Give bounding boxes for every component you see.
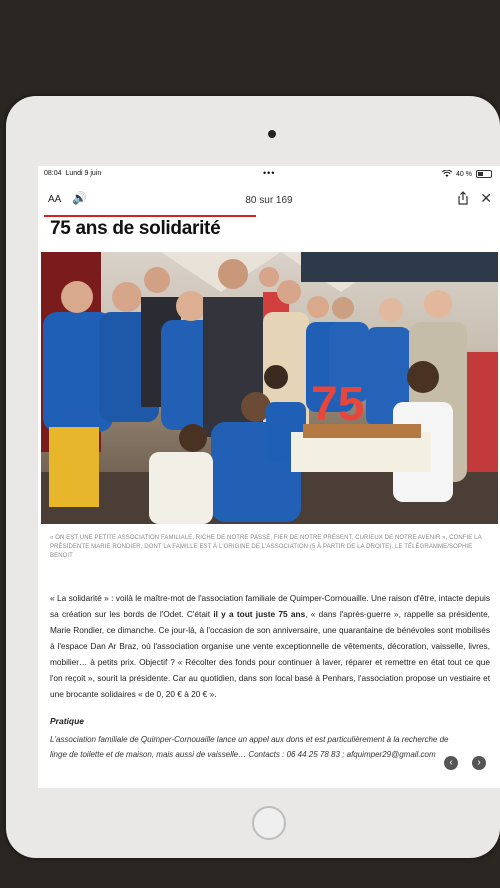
reader-toolbar xyxy=(38,182,500,214)
next-page-button[interactable]: › xyxy=(472,756,486,770)
home-button[interactable] xyxy=(252,806,286,840)
body-text-2: , « dans l'après-guerre », rappelle sa présidente, Marie Rondier, ce dimanche. Ce jour-là, à l'occasion de son anniversaire, une quarantaine de bénévoles sont mobilisés à l'espace Dan Ar Braz, où l'association organise une vente exceptionnelle de vêtements, décoration, vaisselle, livres, mobilier… à petits prix. Objectif ? « Récolter des fonds pour continuer à laver, réparer et remettre en état tout ce que l'on reçoit », sourit la présidente. Car au quotidien, dans son local basé à Penhars, l'association propose un vestiaire et une brocante solidaires « de 0, 20 € à 20 € ». xyxy=(50,609,490,699)
article-title: 75 ans de solidarité xyxy=(50,218,221,239)
wifi-icon xyxy=(442,170,452,178)
date: Lundi 9 juin xyxy=(65,170,102,177)
speaker-icon[interactable]: 🔊 xyxy=(72,191,87,205)
body-text-1: « La solidarité » : voilà le maître-mot de l'association familiale de Quimper-Cornouaille. Une raison d'être, intacte depuis sa création sur les bords de l'Odet. C'était xyxy=(50,593,490,619)
cake-number: 75 xyxy=(311,378,365,431)
battery-icon xyxy=(476,170,492,178)
article-body xyxy=(50,590,490,702)
share-icon[interactable] xyxy=(456,191,470,205)
close-icon[interactable]: ✕ xyxy=(480,190,492,206)
clock: 08:04 xyxy=(44,170,62,177)
font-size-button[interactable]: AA xyxy=(48,194,62,205)
page-counter: 80 sur 169 xyxy=(245,195,293,206)
group-photo-illustration xyxy=(41,252,498,524)
status-time xyxy=(44,170,101,177)
article-photo[interactable] xyxy=(41,252,498,524)
pratique-heading: Pratique xyxy=(50,716,85,726)
screen xyxy=(38,166,500,788)
status-right xyxy=(442,170,492,178)
body-bold: il y a tout juste 75 ans xyxy=(213,609,306,619)
multitask-dots[interactable]: ••• xyxy=(263,168,276,178)
battery-percent: 40 % xyxy=(456,170,472,178)
photo-caption: « ON EST UNE PETITE ASSOCIATION FAMILIALE, RICHE DE NOTRE PASSÉ, FIER DE NOTRE PRÉSENT, CURIEUX DE NOTRE AVENIR », CONFIE LA PRÉSIDENTE MARIE RONDIER, DONT LA FAMILLE EST À L'ORIGINE DE L'ASSOCIATION (5 À PARTIR DE LA DROITE). LE TÉLÉGRAMME/SOPHIE BENOIT xyxy=(50,535,482,559)
title-accent-line xyxy=(44,215,256,217)
camera-icon xyxy=(268,130,276,138)
pratique-text: L'association familiale de Quimper-Cornouaille lance un appel aux dons et est particulièrement à la recherche de linge de toilette et de maison, mais aussi de vaisselle… Contacts : 06 44 25 78 83 ; afquimper29@gmail.com xyxy=(50,735,449,759)
status-bar xyxy=(38,166,500,182)
prev-page-button[interactable]: ‹ xyxy=(444,756,458,770)
